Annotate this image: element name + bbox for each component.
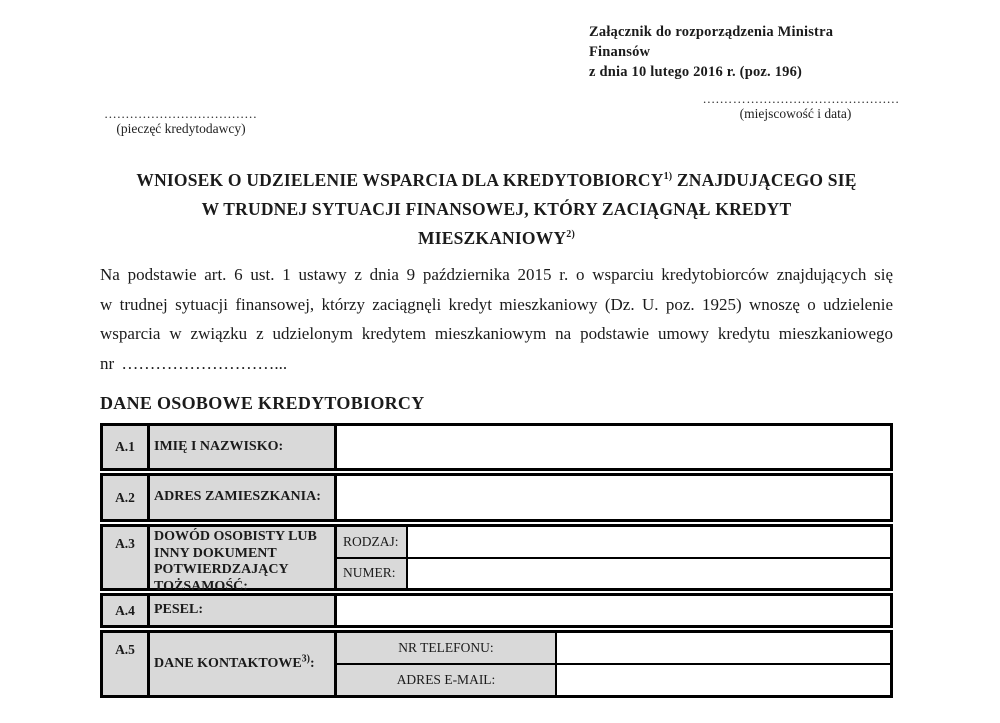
table-row-a4 [100,593,893,628]
regulation-note-line1: Załącznik do rozporządzenia Ministra Finansów [589,24,834,60]
id-number-input-field[interactable] [408,559,890,589]
id-document-type-row [337,527,890,557]
form-title-line1: WNIOSEK O UDZIELENIE WSPARCIA DLA KREDYTOBIORCY$^{1)}$ ZNAJDUJĄCEGO SIĘ [136,170,857,190]
table-row-a2 [100,473,893,522]
id-document-number-row [337,557,890,589]
row-id-a3: A.3 [103,527,150,588]
row-id-a5: A.5 [103,633,150,695]
name-input-field[interactable] [337,426,890,468]
email-row [337,663,890,695]
form-title [100,166,893,253]
phone-input-field[interactable] [557,633,890,663]
id-number-label: NUMER: [337,559,408,589]
row-label-a3: DOWÓD OSOBISTY LUB INNY DOKUMENT POTWIERDZAJĄCY TOŻSAMOŚĆ: [150,527,337,588]
footnote-ref-2: 2) [566,229,575,241]
lender-stamp-line[interactable]: .................................... [104,106,258,121]
footnote-ref-1: 1) [663,171,673,183]
row-label-a5: DANE KONTAKTOWE$^{3)}$: [150,633,337,695]
intro-paragraph: Na podstawie art. 6 ust. 1 ustawy z dnia 9 października 2015 r. o wsparciu kredytobiorców znajdujących się w trudnej sytuacji finansowej, którzy zaciągnęli kredyt mieszkaniowy (Dz. U. poz. 1925) wnoszę o udzielenie wsparcia w związku z udzielonym kredytem mieszkaniowym na podstawie umowy kredytu mieszkaniowego nr ………………………... [100,265,893,373]
table-row-a5 [100,630,893,698]
form-title-line3: MIESZKANIOWY$^{2)}$ [418,228,575,248]
contact-subarea [337,633,890,695]
pesel-input-field[interactable] [337,596,890,625]
phone-label: NR TELEFONU: [337,633,557,663]
id-document-subarea [337,527,890,588]
place-date-line[interactable]: .......….................................... [703,91,900,106]
row-label-a4: PESEL: [150,596,337,625]
table-row-a1 [100,423,893,471]
section-heading: DANE OSOBOWE KREDYTOBIORCY [100,393,425,413]
regulation-note-line2: z dnia 10 lutego 2016 r. (poz. 196) [589,64,803,80]
row-label-a2: ADRES ZAMIESZKANIA: [150,476,337,519]
place-date-caption: (miejscowość i data) [739,106,852,121]
row-id-a4: A.4 [103,596,150,625]
row-id-a2: A.2 [103,476,150,519]
email-label: ADRES E-MAIL: [337,665,557,695]
email-input-field[interactable] [557,665,890,695]
lender-stamp-caption: (pieczęć kredytodawcy) [116,121,246,136]
address-input-field[interactable] [337,476,890,519]
personal-data-table [100,423,893,698]
footnote-ref-3: 3) [301,653,311,665]
id-type-label: RODZAJ: [337,527,408,557]
form-title-line2: W TRUDNEJ SYTUACJI FINANSOWEJ, KTÓRY ZACIĄGNĄŁ KREDYT [201,199,792,219]
row-id-a1: A.1 [103,426,150,468]
main-content [100,0,900,698]
row-label-a1: IMIĘ I NAZWISKO: [150,426,337,468]
id-type-input-field[interactable] [408,527,890,557]
table-row-a3 [100,524,893,594]
phone-row [337,633,890,663]
